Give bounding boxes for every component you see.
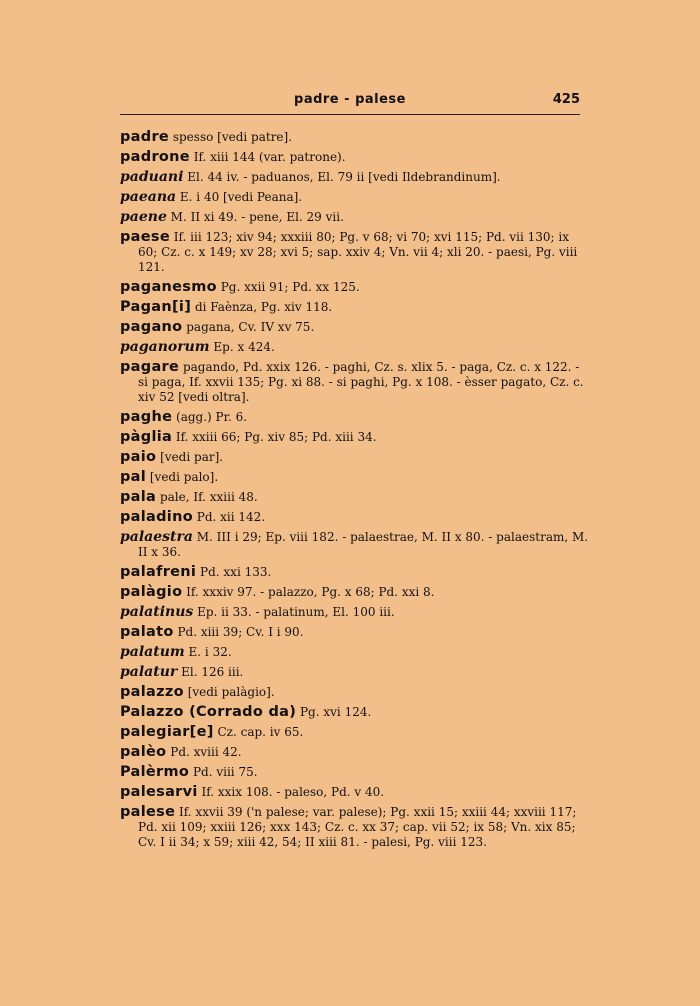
entry-headword: palatum xyxy=(120,644,185,660)
dictionary-entry xyxy=(120,805,590,850)
dictionary-entry xyxy=(120,230,590,275)
dictionary-entry xyxy=(120,190,590,205)
entry-headword: palàgio xyxy=(120,584,183,600)
dictionary-entry xyxy=(120,625,590,640)
entry-body: Pg. xvi 124. xyxy=(296,705,372,719)
entry-body: di Faènza, Pg. xiv 118. xyxy=(191,300,333,314)
running-head: padre - palese xyxy=(294,92,406,107)
entry-body: [vedi palo]. xyxy=(146,470,219,484)
entry-headword: paeana xyxy=(120,189,177,205)
entry-body: pale, If. xxiii 48. xyxy=(156,490,258,504)
entry-headword: paio xyxy=(120,449,157,465)
dictionary-entry xyxy=(120,765,590,780)
entry-body: Pg. xxii 91; Pd. xx 125. xyxy=(216,280,360,294)
entry-headword: palèo xyxy=(120,744,167,760)
entry-body: If. iii 123; xiv 94; xxxiii 80; Pg. v 68; vi 70; xvi 115; Pd. vii 130; ix 60; Cz. c. x 149; xv 28; xvi 5; sap. xxiv 4; Vn. vii 4; xli 20. - paesi, Pg. viii 121. xyxy=(138,230,578,274)
dictionary-entry xyxy=(120,130,590,145)
dictionary-entry xyxy=(120,210,590,225)
dictionary-entry xyxy=(120,645,590,660)
dictionary-entry xyxy=(120,565,590,580)
dictionary-entry xyxy=(120,170,590,185)
entry-body: Pd. xii 142. xyxy=(192,510,266,524)
dictionary-entry xyxy=(120,585,590,600)
entry-headword: palazzo xyxy=(120,684,184,700)
dictionary-entry xyxy=(120,685,590,700)
entry-body: pagana, Cv. IV xv 75. xyxy=(182,320,315,334)
entry-headword: palafreni xyxy=(120,564,197,580)
dictionary-entry xyxy=(120,510,590,525)
dictionary-entry xyxy=(120,745,590,760)
dictionary-entry xyxy=(120,665,590,680)
entry-body: [vedi palàgio]. xyxy=(183,685,275,699)
entry-headword: pala xyxy=(120,489,157,505)
dictionary-entry xyxy=(120,470,590,485)
entry-headword: paene xyxy=(120,209,167,225)
entry-headword: Palazzo (Corrado da) xyxy=(120,704,297,720)
entry-headword: pal xyxy=(120,469,147,485)
dictionary-entry xyxy=(120,280,590,295)
entry-body: If. xxix 108. - paleso, Pd. v 40. xyxy=(197,785,385,799)
entry-headword: paduani xyxy=(120,169,184,185)
entry-headword: paghe xyxy=(120,409,173,425)
entry-headword: palesarvi xyxy=(120,784,198,800)
dictionary-entry xyxy=(120,785,590,800)
page-number: 425 xyxy=(552,92,580,107)
entry-headword: Pagan[i] xyxy=(120,299,192,315)
dictionary-entry xyxy=(120,360,590,405)
entry-body: If. xiii 144 (var. patrone). xyxy=(189,150,346,164)
entry-headword: paladino xyxy=(120,509,193,525)
entry-body: (agg.) Pr. 6. xyxy=(172,410,248,424)
dictionary-entry xyxy=(120,430,590,445)
entry-headword: padrone xyxy=(120,149,190,165)
entry-body: Pd. xviii 42. xyxy=(166,745,242,759)
entry-body: spesso [vedi patre]. xyxy=(169,130,293,144)
entry-headword: palaestra xyxy=(120,529,193,545)
entry-headword: palato xyxy=(120,624,174,640)
dictionary-entry xyxy=(120,490,590,505)
entry-body: Cz. cap. iv 65. xyxy=(213,725,304,739)
entry-headword: palese xyxy=(120,804,176,820)
entry-headword: padre xyxy=(120,129,170,145)
entry-body: Pd. viii 75. xyxy=(189,765,258,779)
entry-headword: pàglia xyxy=(120,429,173,445)
dictionary-entry xyxy=(120,300,590,315)
entry-body: Pd. xxi 133. xyxy=(196,565,272,579)
entry-headword: palatinus xyxy=(120,604,194,620)
entry-body: E. i 32. xyxy=(184,645,232,659)
dictionary-entry xyxy=(120,410,590,425)
entry-headword: palegiar[e] xyxy=(120,724,214,740)
entry-body: If. xxvii 39 ('n palese; var. palese); Pg. xxii 15; xxiii 44; xxviii 117; Pd. xii 109; xxiii 126; xxx 143; Cz. c. xx 37; cap. vii 52; ix 58; Vn. xix 85; Cv. I ii 34; x 59; xiii 42, 54; II xiii 81. - palesi, Pg. viii 123. xyxy=(138,805,577,849)
dictionary-entry xyxy=(120,705,590,720)
dictionary-entry xyxy=(120,320,590,335)
entry-body: E. i 40 [vedi Peana]. xyxy=(176,190,303,204)
entry-body: El. 126 iii. xyxy=(177,665,244,679)
entry-body: If. xxxiv 97. - palazzo, Pg. x 68; Pd. xxi 8. xyxy=(182,585,435,599)
entry-body: M. II xi 49. - pene, El. 29 vii. xyxy=(166,210,344,224)
entry-body: Ep. x 424. xyxy=(209,340,275,354)
entry-body: Pd. xiii 39; Cv. I i 90. xyxy=(173,625,304,639)
entry-body: [vedi par]. xyxy=(156,450,224,464)
entry-headword: pagano xyxy=(120,319,183,335)
dictionary-entry xyxy=(120,150,590,165)
dictionary-entry xyxy=(120,725,590,740)
running-header xyxy=(120,92,580,115)
entry-headword: palatur xyxy=(120,664,178,680)
entry-headword: paganesmo xyxy=(120,279,217,295)
entry-headword: paganorum xyxy=(120,339,210,355)
entry-body: If. xxiii 66; Pg. xiv 85; Pd. xiii 34. xyxy=(172,430,377,444)
dictionary-entry xyxy=(120,530,590,560)
dictionary-entry xyxy=(120,450,590,465)
entry-body: El. 44 iv. - paduanos, El. 79 ii [vedi Ildebrandinum]. xyxy=(183,170,501,184)
dictionary-entry xyxy=(120,340,590,355)
entry-body: pagando, Pd. xxix 126. - paghi, Cz. s. xlix 5. - paga, Cz. c. x 122. - si paga, If. xxvii 135; Pg. xi 88. - si paghi, Pg. x 108. - èsser pagato, Cz. c. xiv 52 [vedi oltra]. xyxy=(138,360,584,404)
entry-headword: pagare xyxy=(120,359,180,375)
entry-body: M. III i 29; Ep. viii 182. - palaestrae, M. II x 80. - palaestram, M. II x 36. xyxy=(138,530,589,559)
dictionary-entry xyxy=(120,605,590,620)
entry-body: Ep. ii 33. - palatinum, El. 100 iii. xyxy=(193,605,395,619)
dictionary-entries xyxy=(120,130,590,855)
entry-headword: Palèrmo xyxy=(120,764,190,780)
entry-headword: paese xyxy=(120,229,170,245)
